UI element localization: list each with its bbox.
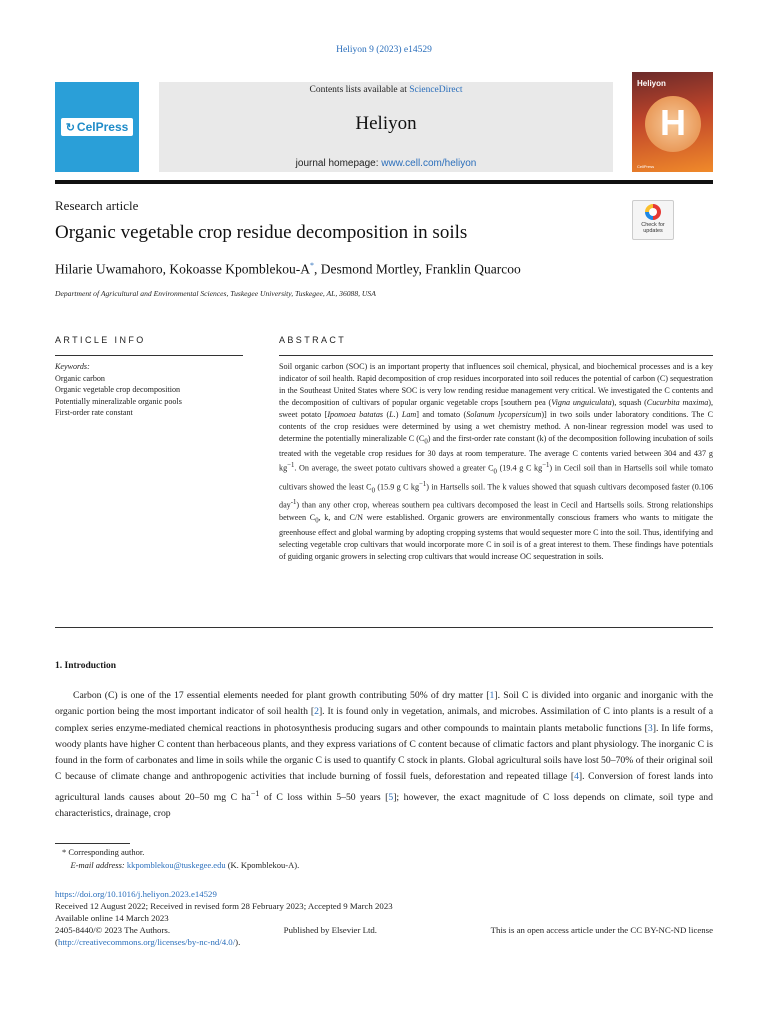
license-link[interactable]: http://creativecommons.org/licenses/by-nc-nd/4.0/ [57,937,236,947]
homepage-line [159,158,613,169]
article-title: Organic vegetable crop residue decomposition in soils [55,222,468,243]
article-type: Research article [55,198,139,213]
keywords-block [55,361,245,419]
introduction-heading: 1. Introduction [55,661,117,671]
journal-cover-thumbnail[interactable] [632,72,713,172]
abstract-bottom-rule [55,627,713,628]
footnotes [62,846,299,872]
keyword-item: Organic vegetable crop decomposition [55,385,181,395]
article-info-heading: ARTICLE INFO [55,335,146,345]
introduction-body [55,688,713,823]
cover-emblem [645,96,701,152]
introduction-paragraph: Carbon (C) is one of the 17 essential elements needed for plant growth contributing 50% of dry matter [1]. Soil C is divided into organic and inorganic with the organic portion being the most important indicator of soil health [2]. It is found only in vegetation, animals, and microbes. Assimilation of C into plants is a result of a complex series enzyme-mediated chemical reactions in photosynthesis producing sugars and other compounds to maintain plants metabolic functions [3]. In life forms, woody plants have higher C content than herbaceous plants, and they express variations of C content because of climatic factors and plant physiology. The inorganic C is found in the form of carbonates and lime in soils while the organic C is used to quantify C stock in plants. Global agricultural soils have lost 50–70% of their original soil C because of climate change and anthropogenic activities that include burning of fossil fuels, deforestation and repeated tillage [4]. Conversion of forest lands into agricultural lands causes about 20–50 mg C $ha^{-1}$ of C loss within 5–50 years [5]; however, the exact magnitude of C loss depends on climate, soil type and characteristics, drainage, crop [55,690,713,820]
abstract-text: Soil organic carbon (SOC) is an important property that influences soil chemical, physical, and biochemical processes and is a key indicator of soil health. Rapid decomposition of crop residues incorporated into soil reduces the potential of carbon (C) sequestration in the Southeast United States where SOC is very low rending residue management very critical. We investigated the C contents and the decomposition of cultivars of popular organic vegetable crops [southern pea (Vigna unguiculata), squash (Cucurbita maxima), sweet potato [Ipomoea batatas (L.) Lam] and tomato (Solanum lycopersicum)] in two soils under laboratory conditions. The C contents of the crop residues were determined by using a wet chemistry method. A non-linear regression model was used to determine the potentially mineralizable C $(C_0)$ and the first-order rate constant (k) of the decomposition following incubation of soils treated with the vegetable crop residues for 30 days at room temperature. The average C contents varied between 304 and 437 g $kg^{-1}$. On average, the sweet potato cultivars showed a greater $C_0$ (19.4 g C $kg^{-1}$) in Cecil soil than in Hartsells soil while tomato cultivars showed the least $C_0$ (15.9 g C $kg^{-1}$) in Hartsells soil. The k values showed that squash cultivars decomposed faster (0.106 day$^{-1}$) than any other crop, whereas southern pea cultivars decomposed the least in Cecil and Hartsells soils. Strong relationships between $C_0$, k, and C/N were established. Organic growers are environmentally conscious framers who wants to mitigate the greenhouse effect and global warming by adopting cropping systems that would sequester more C into the soil. Thus, identifying and selecting vegetable crop cultivars that would incorporate more C in soil is of a great interest to them. These findings have potentials of guiding organic growers in selecting crop cultivars that would increase OC sequestration in soils. [279,362,714,561]
publisher-logo-text: CelPress [76,120,129,134]
authors-first: Hilarie Uwamahoro, Kokoasse Kpomblekou-A [55,261,310,277]
email-note: E-mail address: kkpomblekou@tuskegee.edu (K. Kpomblekou-A). [70,860,300,870]
affiliation: Department of Agricultural and Environmental Sciences, Tuskegee University, Tuskegee, AL, 36088, USA [55,289,376,298]
check-for-updates-button[interactable] [632,200,674,240]
citation-link[interactable]: 1 [489,690,495,701]
journal-name: Heliyon [355,113,417,134]
license-line: 2405-8440/© 2023 The Authors. Published by Elsevier Ltd. This is an open access article under the CC BY-NC-ND license [55,925,713,935]
publication-info [55,888,713,948]
email-link[interactable]: kkpomblekou@tuskegee.edu [126,860,226,870]
sciencedirect-link[interactable]: ScienceDirect [409,85,463,95]
crossmark-icon [645,204,661,220]
contents-line [159,85,613,95]
homepage-prefix: journal homepage: [295,158,382,169]
abstract-heading: ABSTRACT [279,335,347,345]
keyword-item: Potentially mineralizable organic pools [55,396,182,406]
keyword-item: Organic carbon [55,373,105,383]
citation-link[interactable]: 5 [388,792,394,804]
footnote-rule [55,843,130,844]
journal-reference[interactable]: Heliyon 9 (2023) e14529 [336,45,432,55]
online-date: Available online 14 March 2023 [55,913,169,923]
keyword-item: First-order rate constant [55,408,133,418]
cover-footer: CellPress [637,164,655,169]
cellpress-swirl-icon: ↻ [65,121,75,134]
cover-title: Heliyon [637,79,666,88]
license-url-line: (http://creativecommons.org/licenses/by-nc-nd/4.0/). [55,937,241,947]
cover-letter: H [660,102,686,143]
keywords-heading: Keywords: [55,362,90,371]
history-dates: Received 12 August 2022; Received in revised form 28 February 2023; Accepted 9 March 2023 [55,901,393,911]
corresponding-author-mark[interactable]: * [309,261,314,270]
citation-link[interactable]: 3 [647,722,653,734]
author-list [55,261,521,278]
citation-link[interactable]: 4 [574,771,579,783]
journal-homepage-link[interactable]: www.cell.com/heliyon [381,158,477,169]
article-info-rule [55,355,243,356]
crossmark-label: Check for updates [641,222,665,234]
journal-masthead [159,82,613,172]
authors-rest: , Desmond Mortley, Franklin Quarcoo [313,261,521,277]
cellpress-logo [61,118,133,136]
citation-link[interactable]: 2 [314,706,319,718]
publisher-logo-box[interactable] [55,82,139,172]
abstract-rule [279,355,713,356]
doi-link[interactable]: https://doi.org/10.1016/j.heliyon.2023.e14529 [55,889,217,899]
corresponding-author-note: * Corresponding author. [62,847,145,857]
contents-prefix: Contents lists available at [309,85,410,95]
header-rule [55,180,713,184]
